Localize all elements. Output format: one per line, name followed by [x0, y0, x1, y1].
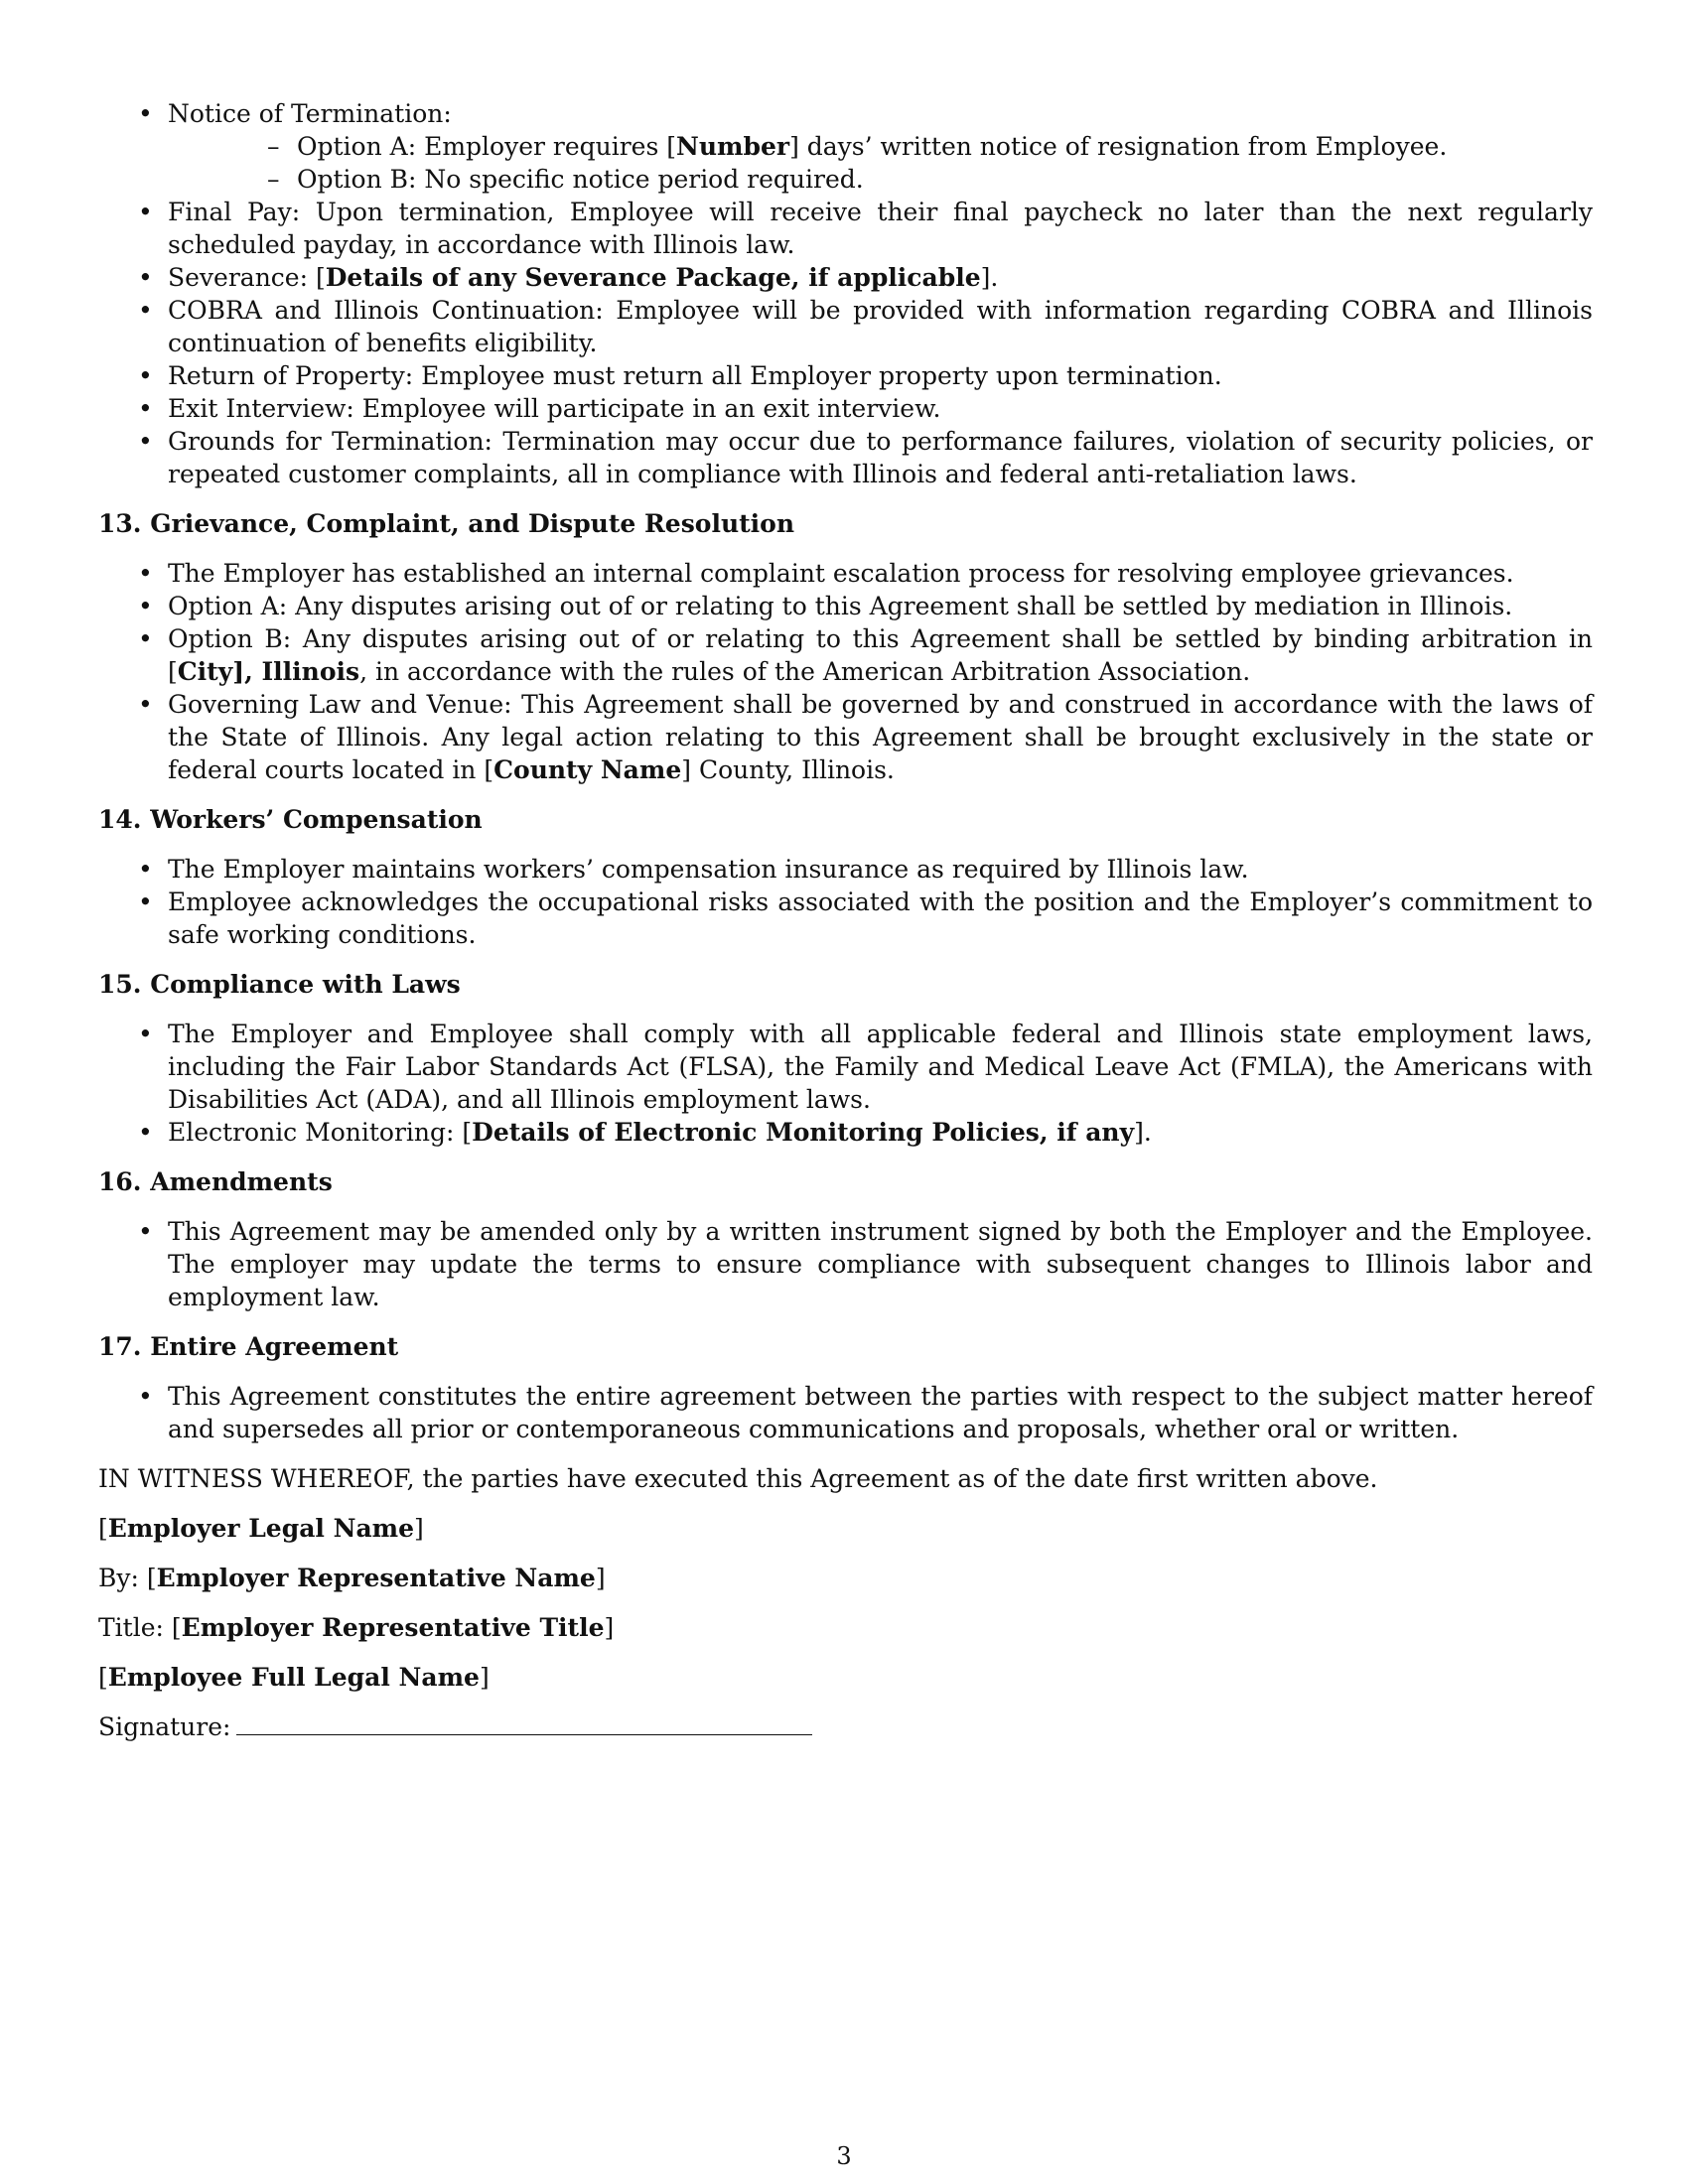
list-item: [98, 886, 1593, 951]
section-16-heading: 16. Amendments: [98, 1167, 333, 1196]
notice-of-termination: Notice of Termination:: [168, 99, 452, 128]
list-item: [168, 130, 1593, 163]
city-placeholder: City], Illinois: [177, 657, 360, 686]
option-b-text: Option B: No specific notice period required.: [297, 165, 864, 194]
list-item: [168, 163, 1593, 196]
witness-statement: IN WITNESS WHEREOF, the parties have executed this Agreement as of the date first written above.: [98, 1464, 1378, 1493]
section-15-heading: 15. Compliance with Laws: [98, 970, 461, 999]
signature-line: [98, 1710, 1593, 1743]
return-property-text: Return of Property: Employee must return all Employer property upon termination.: [168, 361, 1222, 390]
list-item: [98, 1116, 1593, 1149]
s15-item-2-end: ].: [1134, 1118, 1152, 1147]
list-item: [98, 1380, 1593, 1445]
section-17-heading: 17. Entire Agreement: [98, 1332, 399, 1361]
signature-label: Signature:: [98, 1712, 231, 1741]
list-item: [98, 590, 1593, 622]
s17-item-1: This Agreement constitutes the entire agreement between the parties with respect to the subject matter hereof and supersedes all prior or contemporaneous communications and proposals, whether oral or written.: [168, 1382, 1593, 1443]
s13-item-3: Option B: Any disputes arising out of or relating to this Agreement shall be settled by binding arbitration in [: [168, 624, 1593, 686]
final-pay-text: Final Pay: Upon termination, Employee will receive their final paycheck no later than the next regularly scheduled payday, in accordance with Illinois law.: [168, 198, 1593, 259]
title-label: Title:: [98, 1613, 172, 1642]
by-label: By:: [98, 1564, 147, 1592]
section-14-heading: 14. Workers’ Compensation: [98, 805, 483, 834]
monitoring-placeholder: Details of Electronic Monitoring Policies, if any: [472, 1118, 1135, 1147]
section-16-list: [98, 1215, 1593, 1313]
representative-title-placeholder: Employer Representative Title: [181, 1613, 605, 1642]
section-13-heading: 13. Grievance, Complaint, and Dispute Resolution: [98, 509, 795, 538]
page-number: 3: [836, 2142, 852, 2170]
option-a-text-end: ] days’ written notice of resignation from Employee.: [789, 132, 1448, 161]
notice-options: [168, 130, 1593, 196]
list-item: [98, 688, 1593, 786]
severance-placeholder: Details of any Severance Package, if applicable: [325, 263, 981, 292]
s15-item-2: Electronic Monitoring: [: [168, 1118, 473, 1147]
list-item: [98, 557, 1593, 590]
list-item: [98, 196, 1593, 261]
s15-item-1: The Employer and Employee shall comply with all applicable federal and Illinois state employment laws, including the Fair Labor Standards Act (FLSA), the Family and Medical Leave Act (FMLA), the Americans with Disabilities Act (ADA), and all Illinois employment laws.: [168, 1020, 1593, 1114]
section-17-list: [98, 1380, 1593, 1445]
list-item: [98, 294, 1593, 359]
s14-item-1: The Employer maintains workers’ compensation insurance as required by Illinois law.: [168, 855, 1249, 884]
severance-text: Severance: [: [168, 263, 326, 292]
title-line: Title: [Employer Representative Title]: [98, 1613, 615, 1642]
s13-item-4: Governing Law and Venue: This Agreement shall be governed by and construed in accordance with the laws of the State of Illinois. Any legal action relating to this Agreement shall be brought exclusively in the state or federal courts located in [: [168, 690, 1593, 784]
section-14-list: [98, 853, 1593, 951]
list-item: [98, 97, 1593, 196]
list-item: [98, 261, 1593, 294]
s13-item-1: The Employer has established an internal complaint escalation process for resolving employee grievances.: [168, 559, 1514, 588]
representative-name-placeholder: Employer Representative Name: [156, 1564, 596, 1592]
list-item: [98, 853, 1593, 886]
s13-item-2: Option A: Any disputes arising out of or relating to this Agreement shall be settled by mediation in Illinois.: [168, 592, 1513, 620]
s14-item-2: Employee acknowledges the occupational risks associated with the position and the Employer’s commitment to safe working conditions.: [168, 887, 1593, 949]
cobra-text: COBRA and Illinois Continuation: Employee will be provided with information regarding COBRA and Illinois continuation of benefits eligibility.: [168, 296, 1593, 357]
s16-item-1: This Agreement may be amended only by a written instrument signed by both the Employer and the Employee. The employer may update the terms to ensure compliance with subsequent changes to Illinois labor and employment law.: [168, 1217, 1593, 1311]
employee-name-line: [Employee Full Legal Name]: [98, 1663, 490, 1692]
s13-item-3-end: , in accordance with the rules of the American Arbitration Association.: [359, 657, 1251, 686]
list-item: [98, 1215, 1593, 1313]
list-item: [98, 425, 1593, 490]
by-line: By: [Employer Representative Name]: [98, 1564, 606, 1592]
list-item: [98, 392, 1593, 425]
section-13-list: [98, 557, 1593, 786]
severance-text-end: ].: [980, 263, 999, 292]
signature-field[interactable]: [236, 1714, 812, 1735]
list-item: [98, 359, 1593, 392]
option-a-placeholder: Number: [676, 132, 790, 161]
list-item: [98, 622, 1593, 688]
section-15-list: [98, 1018, 1593, 1149]
grounds-text: Grounds for Termination: Termination may occur due to performance failures, violation of security policies, or repeated customer complaints, all in compliance with Illinois and federal anti-retaliation laws.: [168, 427, 1593, 488]
employer-name-placeholder: Employer Legal Name: [107, 1514, 415, 1543]
s13-item-4-end: ] County, Illinois.: [681, 755, 895, 784]
employee-name-placeholder: Employee Full Legal Name: [107, 1663, 480, 1692]
list-item: [98, 1018, 1593, 1116]
employer-name-line: [Employer Legal Name]: [98, 1514, 424, 1543]
termination-list: [98, 97, 1593, 490]
option-a-text: Option A: Employer requires [: [297, 132, 677, 161]
exit-interview-text: Exit Interview: Employee will participate in an exit interview.: [168, 394, 941, 423]
document-page: [98, 97, 1593, 1743]
county-placeholder: County Name: [493, 755, 682, 784]
